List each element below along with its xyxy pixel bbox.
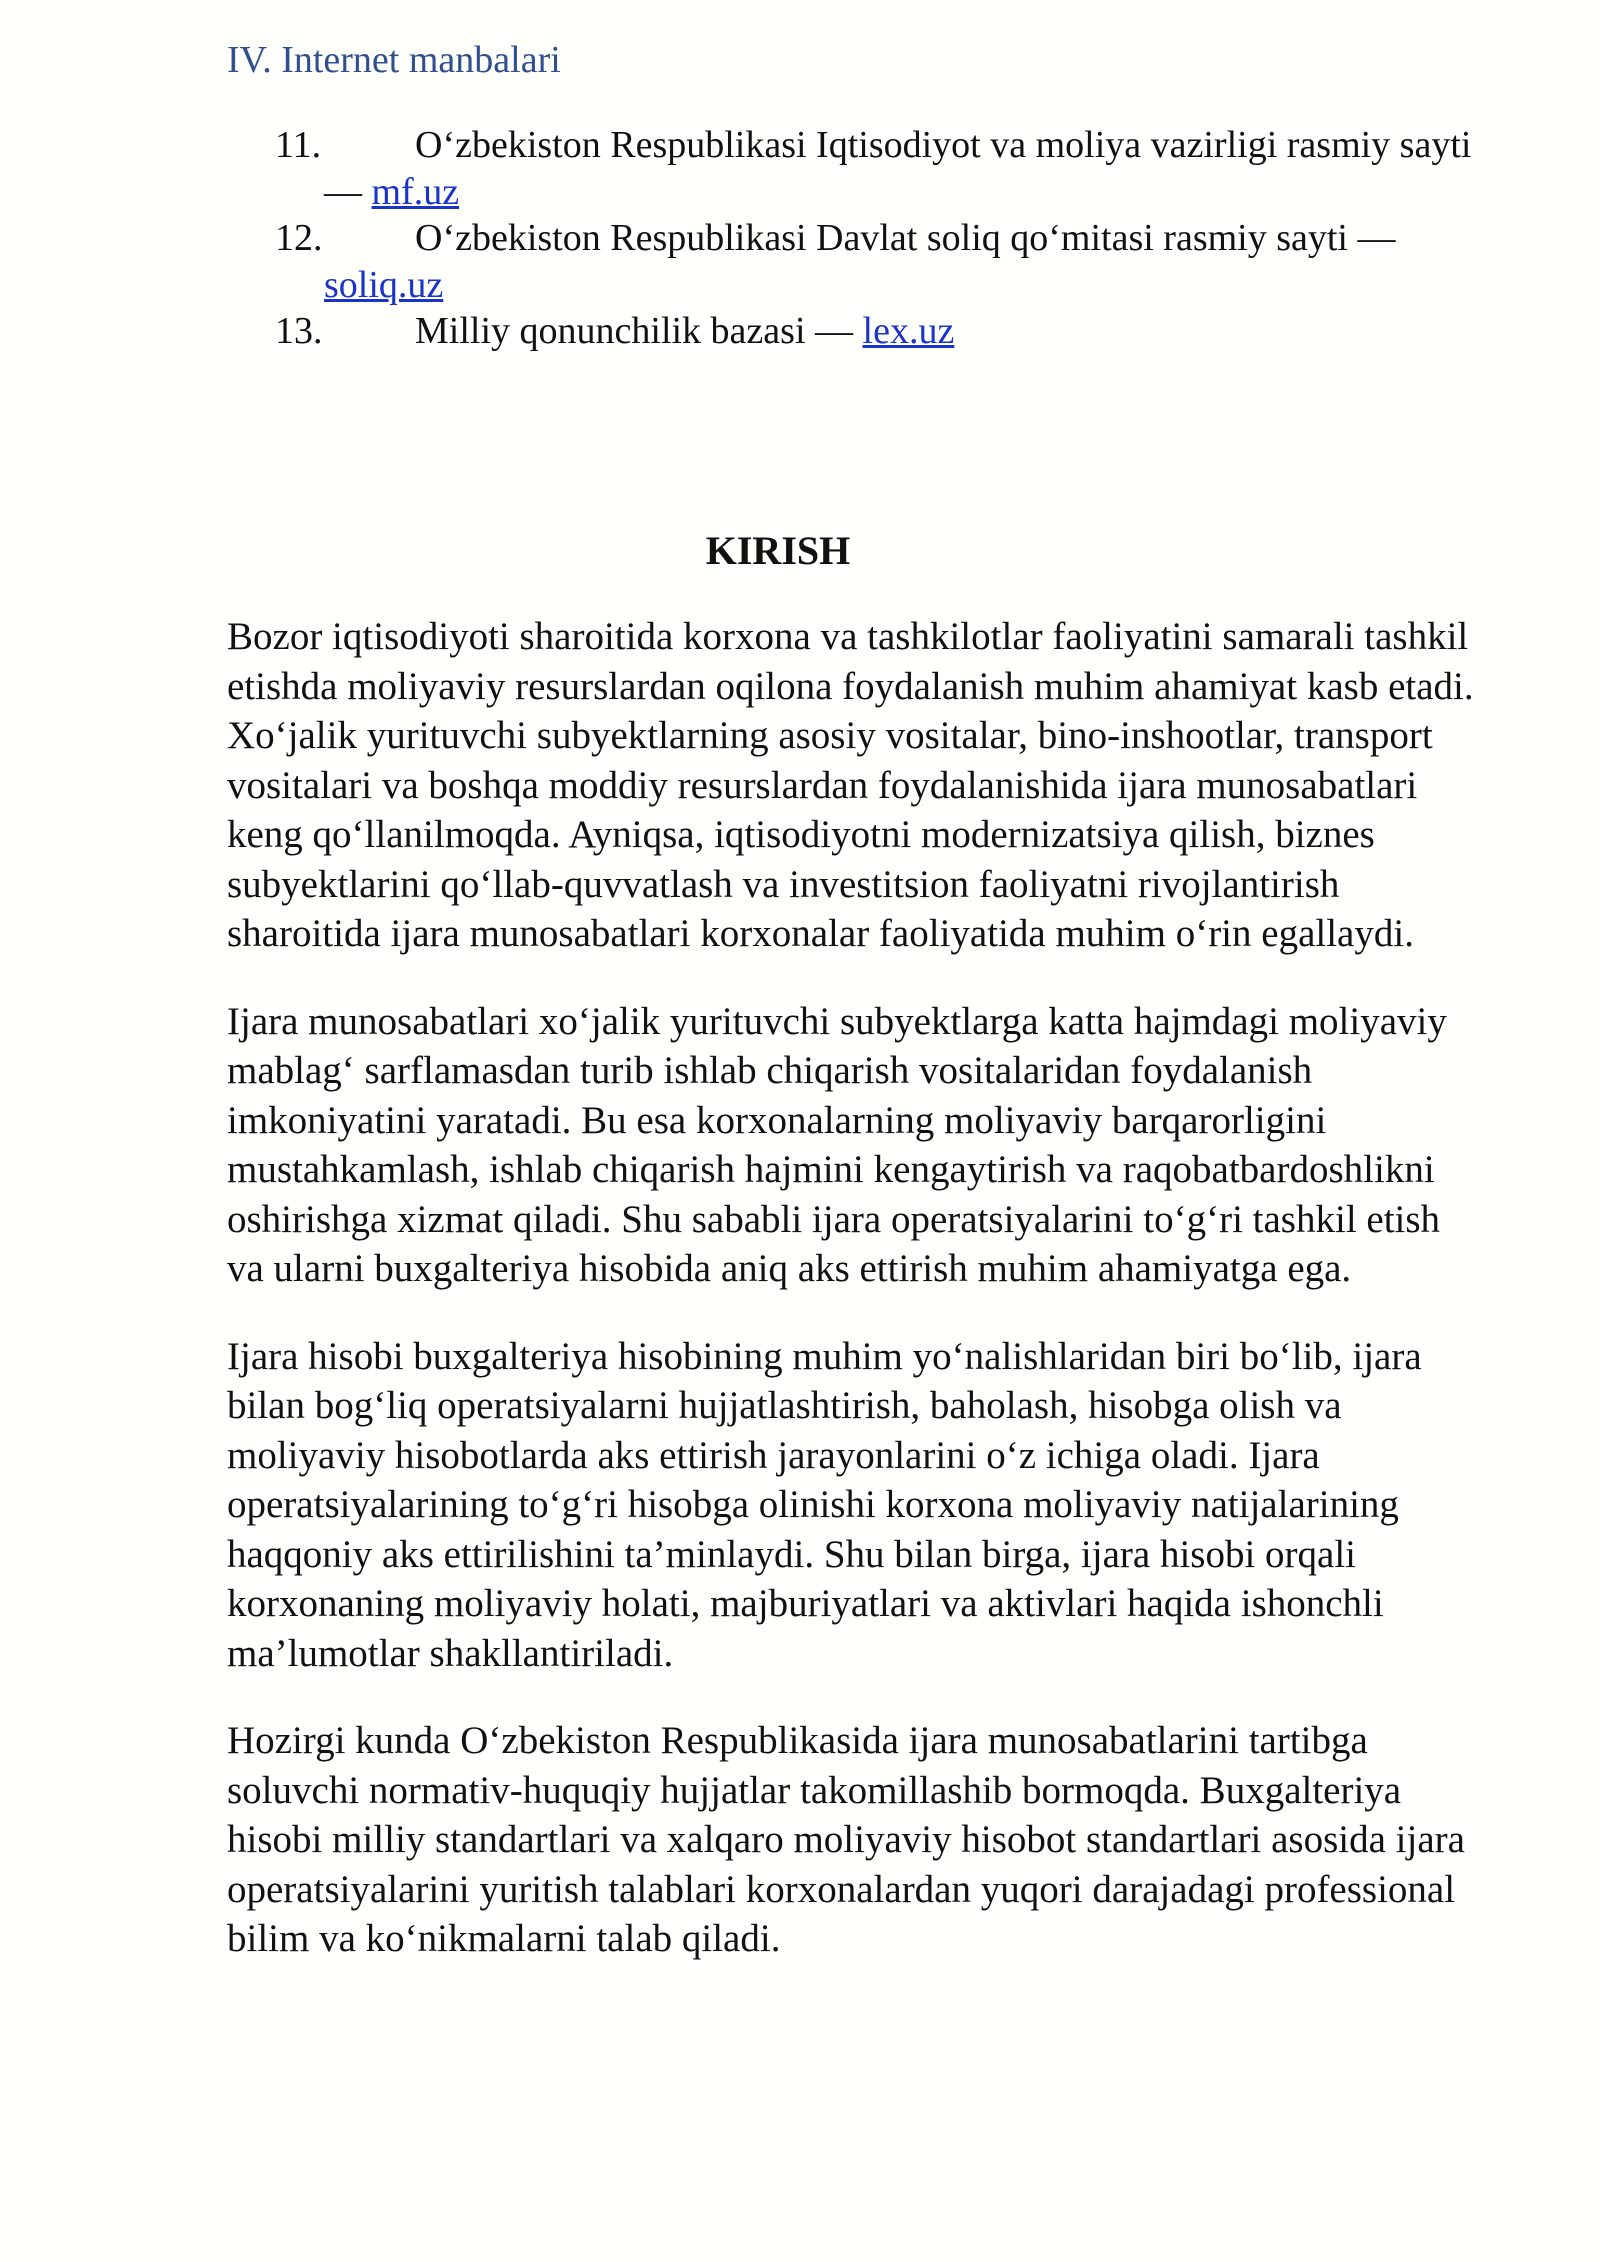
paragraph: Bozor iqtisodiyoti sharoitida korxona va tashkilotlar faoliyatini samarali tashkil etishda moliyaviy resurslardan oqilona foydalanish muhim ahamiyat kasb etadi. Xo‘jalik yurituvchi subyektlarning asosiy vositalar, bino-inshootlar, transport vositalari va boshqa moddiy resurslardan foydalanishida ijara munosabatlari keng qo‘llanilmoqda. Ayniqsa, iqtisodiyotni modernizatsiya qilish, biznes subyektlarini qo‘llab-quvvatlash va investitsion faoliyatni rivojlantirish sharoitida ijara munosabatlari korxonalar faoliyatida muhim o‘rin egallaydi. <box>227 615 1474 955</box>
reference-number: 11. <box>275 124 322 166</box>
reference-number: 13. <box>275 310 323 352</box>
reference-text: Milliy qonunchilik bazasi — <box>415 310 863 352</box>
reference-item <box>275 122 1475 215</box>
reference-item <box>275 215 1475 308</box>
reference-number: 12. <box>275 217 323 259</box>
paragraph: Ijara munosabatlari xo‘jalik yurituvchi subyektlarga katta hajmdagi moliyaviy mablag‘ sarflamasdan turib ishlab chiqarish vositalaridan foydalanish imkoniyatini yaratadi. Bu esa korxonalarning moliyaviy barqarorligini mustahkamlash, ishlab chiqarish hajmini kengaytirish va raqobatbardoshlikni oshirishga xizmat qiladi. Shu sababli ijara operatsiyalarini to‘g‘ri tashkil etish va ularni buxgalteriya hisobida aniq aks ettirish muhim ahamiyatga ega. <box>227 999 1447 1290</box>
reference-link[interactable]: mf.uz <box>371 170 460 213</box>
paragraph: Ijara hisobi buxgalteriya hisobining muhim yo‘nalishlaridan biri bo‘lib, ijara bilan bog‘liq operatsiyalarni hujjatlashtirish, baholash, hisobga olish va moliyaviy hisobotlarda aks ettirish jarayonlarini o‘z ichiga oladi. Ijara operatsiyalarining to‘g‘ri hisobga olinishi korxona moliyaviy natijalarining haqqoniy aks ettirilishini ta’minlaydi. Shu bilan birga, ijara hisobi orqali korxonaning moliyaviy holati, majburiyatlari va aktivlari haqida ishonchli ma’lumotlar shakllantiriladi. <box>227 1334 1422 1675</box>
body-text <box>227 612 1477 2002</box>
reference-link[interactable]: lex.uz <box>862 310 955 352</box>
reference-item <box>275 308 1475 355</box>
reference-text: O‘zbekiston Respublikasi Iqtisodiyot va moliya vazirligi rasmiy sayti — <box>324 124 1472 213</box>
reference-list <box>275 122 1475 355</box>
paragraph: Hozirgi kunda O‘zbekiston Respublikasida ijara munosabatlarini tartibga soluvchi normativ-huquqiy hujjatlar takomillashib bormoqda. Buxgalteriya hisobi milliy standartlari va xalqaro moliyaviy hisobot standartlari asosida ijara operatsiyalarini yuritish talablari korxonalardan yuqori darajadagi professional bilim va ko‘nikmalarni talab qiladi. <box>227 1719 1465 1960</box>
section-heading: IV. Internet manbalari <box>227 39 561 81</box>
reference-link[interactable]: soliq.uz <box>324 263 444 306</box>
reference-text: O‘zbekiston Respublikasi Davlat soliq qo‘mitasi rasmiy sayti — <box>415 217 1396 259</box>
page-title: KIRISH <box>705 528 851 573</box>
